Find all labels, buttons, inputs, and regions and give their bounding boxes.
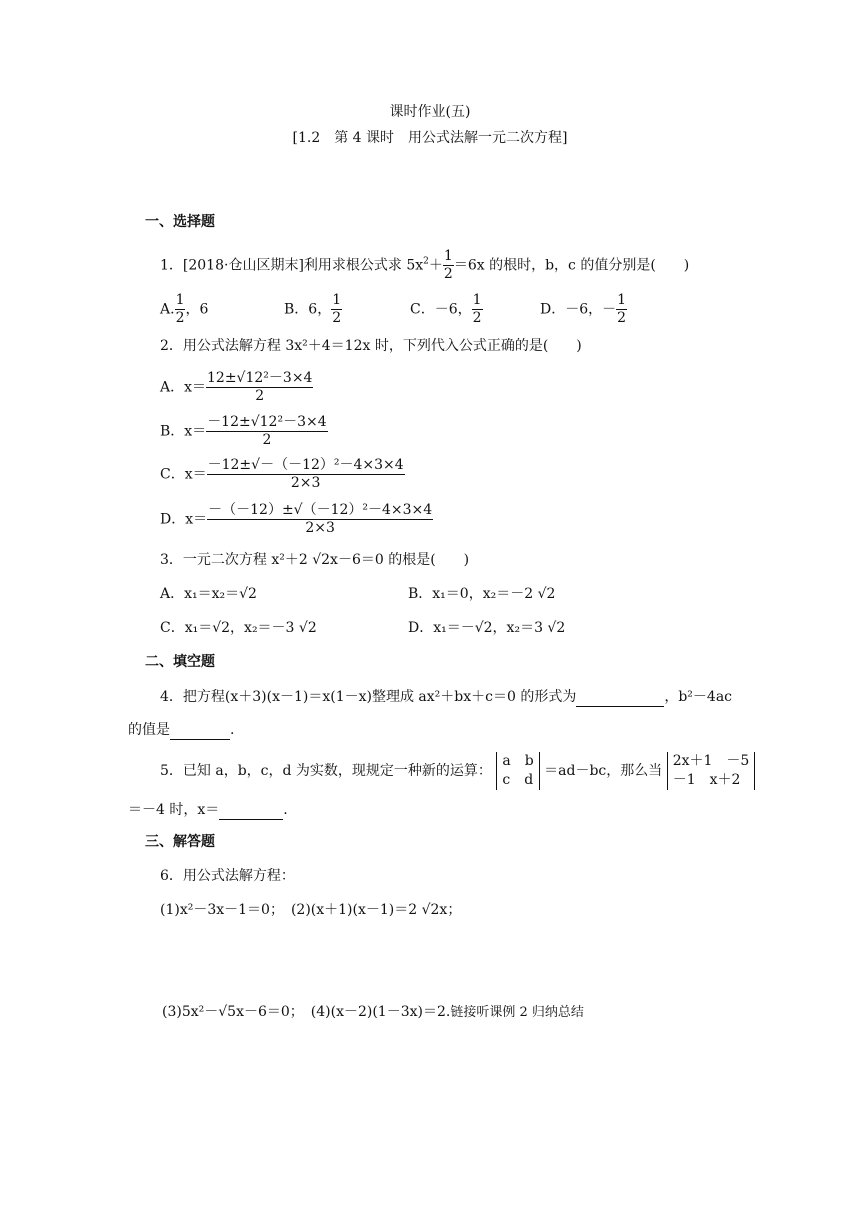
q6-parts-3-4: (3)5x²－√5x－6＝0； (4)(x－2)(1－3x)＝2.链接听课例 2 归纳总结 bbox=[162, 1004, 584, 1020]
q1-option-a: A. $\frac{1}{2}$ ，6 bbox=[160, 292, 209, 326]
section-fill: 二、填空题 bbox=[145, 654, 215, 670]
q3-option-c: C．x₁＝√2，x₂＝－3 √2 bbox=[160, 620, 317, 636]
q2-option-c: C．x＝ $\frac{\text{－12±√－（－12）²－4×3×4}}{2\times 3}$ bbox=[160, 457, 404, 491]
q1-stem-b: 的根时，b，c 的值分别是( ) bbox=[489, 257, 690, 274]
q5-determinant-1: a b c d bbox=[496, 752, 539, 790]
q5-determinant-2: 2x＋1 －5 －1 x＋2 bbox=[667, 752, 756, 790]
q2-option-d: D．x＝ $\frac{\text{－（－12）±√（－12）²－4×3×4}}{2\times 3}$ bbox=[160, 502, 433, 536]
question-5: 5．已知 a，b，c，d 为实数，现规定一种新的运算： a b c d ＝ad－bc，那么当 2x＋1 －5 －1 x＋2 bbox=[160, 752, 755, 790]
q4-blank-2[interactable] bbox=[170, 722, 230, 740]
q3-option-b: B．x₁＝0，x₂＝－2 √2 bbox=[408, 586, 556, 602]
question-6: 6．用公式法解方程： bbox=[160, 868, 295, 884]
q6-note: 链接听课例 2 归纳总结 bbox=[450, 1005, 584, 1020]
question-5-cont: ＝－4 时，x＝ . bbox=[128, 802, 288, 818]
question-4-cont: 的值是 . bbox=[128, 722, 235, 738]
q1-stem-a: 1．[2018·仓山区期末]利用求根公式求 5x bbox=[160, 257, 424, 274]
q1-fraction: $\frac{1}{2}$ bbox=[443, 248, 453, 282]
page-subtitle: [1.2 第 4 课时 用公式法解一元二次方程] bbox=[292, 130, 568, 146]
q1-option-d: D．－6，－ $\frac{1}{2}$ bbox=[540, 292, 627, 326]
q1-option-c: C．－6， $\frac{1}{2}$ bbox=[410, 292, 482, 326]
q3-option-a: A．x₁＝x₂＝√2 bbox=[160, 586, 257, 602]
section-choice: 一、选择题 bbox=[145, 214, 215, 230]
q2-option-b: B．x＝ $\frac{\text{－12±√12²－3×4}}{2}$ bbox=[160, 414, 327, 448]
question-2: 2．用公式法解方程 3x²＋4＝12x 时，下列代入公式正确的是( ) bbox=[160, 338, 582, 354]
question-3: 3．一元二次方程 x²＋2 √2x－6＝0 的根是( ) bbox=[160, 552, 470, 568]
q6-parts-1-2: (1)x²－3x－1＝0； (2)(x＋1)(x－1)＝2 √2x； bbox=[160, 902, 462, 918]
question-1: 1．[2018·仓山区期末]利用求根公式求 $5x^2+$ $\frac{1}{2}$ ＝6x 的根时，b，c 的值分别是( ) bbox=[160, 248, 690, 282]
q1-option-b: B．6， $\frac{1}{2}$ bbox=[284, 292, 342, 326]
q2-option-a: A．x＝ $\frac{\text{12±√12²－3×4}}{2}$ bbox=[160, 370, 313, 404]
q4-blank-1[interactable] bbox=[576, 689, 664, 707]
q5-blank[interactable] bbox=[219, 802, 283, 820]
question-4: 4．把方程(x＋3)(x－1)＝x(1－x)整理成 ax²＋bx＋c＝0 的形式为 ，b²－4ac bbox=[160, 689, 733, 705]
page-title: 课时作业(五) bbox=[389, 104, 471, 120]
section-solve: 三、解答题 bbox=[145, 834, 215, 850]
q3-option-d: D．x₁＝－√2，x₂＝3 √2 bbox=[408, 620, 566, 636]
